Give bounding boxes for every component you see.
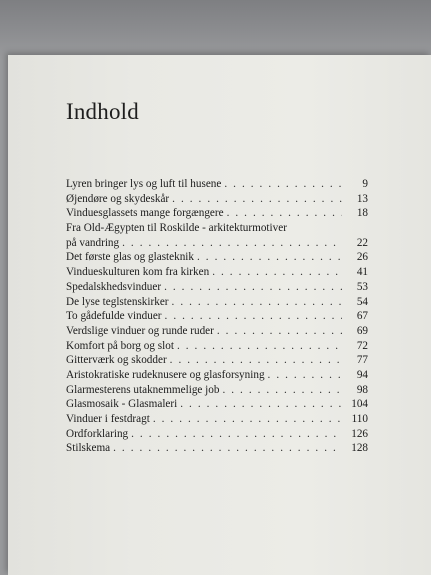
toc-entry-title: Glasmosaik - Glasmaleri [66,398,178,411]
toc-page-number: 18 [356,207,368,220]
toc-entry [66,192,368,207]
toc-entry-title: Gitterværk og skodder [66,354,167,367]
toc-entry [66,221,368,236]
dot-leader [164,280,342,295]
toc-page-number: 22 [356,236,368,249]
toc-entry [66,324,368,339]
toc-entry-title: Spedalskhedsvinduer [66,280,162,293]
page-title: Indhold [66,99,139,124]
toc-page-number: 72 [356,339,368,352]
toc-entry-title: Lyren bringer lys og luft til husene [66,178,222,190]
dot-leader [224,177,342,192]
dot-leader [222,383,342,398]
toc-page-number: 41 [356,266,368,279]
toc-entry [66,397,368,412]
toc-entry-title: Det første glas og glasteknik [66,251,195,264]
toc-entry [66,427,368,442]
toc-entry [66,265,368,280]
toc-entry [66,412,368,427]
toc-entry [66,295,368,310]
toc-page-number: 53 [356,280,368,293]
dot-leader [227,206,342,221]
dot-leader [170,353,342,368]
toc-page-number: 77 [356,354,368,367]
toc-entry [66,339,368,354]
toc-entry-title: Fra Old-Ægypten til Roskilde - arkitekturmotiver [66,222,287,235]
dot-leader [113,441,342,456]
table-of-contents [66,177,368,456]
toc-entry-title: Verdslige vinduer og runde ruder [66,324,214,337]
toc-page-number: 104 [351,398,368,411]
dot-leader [177,339,342,354]
toc-entry-title: Øjendøre og skydeskår [66,192,170,205]
dot-leader [131,427,342,442]
toc-entry [66,177,368,192]
dot-leader [197,250,342,265]
book-page [8,55,431,575]
dot-leader [172,192,342,207]
toc-page-number: 13 [356,192,368,205]
toc-entry-title: på vandring [66,236,120,249]
toc-entry-title: Glarmesterens utaknemmelige job [66,383,220,396]
toc-page-number: 54 [356,295,368,308]
dot-leader [217,324,342,339]
dot-leader [172,295,342,310]
toc-entry [66,250,368,265]
dot-leader [153,412,342,427]
toc-entry [66,236,368,251]
toc-page-number: 110 [351,413,368,425]
toc-entry-title: Stilskema [66,442,111,455]
toc-entry [66,353,368,368]
toc-entry-title: Komfort på borg og slot [66,339,174,352]
dot-leader [122,236,342,251]
dot-leader [180,397,342,412]
toc-page-number: 94 [356,368,368,381]
toc-entry-title: Vindueskulturen kom fra kirken [66,266,210,279]
toc-page-number: 128 [351,442,368,455]
toc-entry-title: Vinduer i festdragt [66,413,150,425]
toc-entry [66,383,368,398]
toc-page-number: 9 [362,178,368,190]
toc-entry-title: De lyse teglstenskirker [66,295,169,308]
toc-entry [66,206,368,221]
toc-page-number: 26 [356,251,368,264]
toc-entry-title: Aristokratiske rudeknusere og glasforsyning [66,368,265,381]
dot-leader [268,368,342,383]
toc-entry-title: To gådefulde vinduer [66,310,162,323]
toc-page-number: 67 [356,310,368,323]
toc-entry-title: Vinduesglassets mange forgængere [66,207,224,220]
toc-entry [66,441,368,456]
toc-entry [66,309,368,324]
dot-leader [212,265,342,280]
toc-entry [66,280,368,295]
toc-page-number: 126 [351,427,368,440]
dot-leader [165,309,342,324]
toc-entry-title: Ordforklaring [66,427,129,440]
toc-page-number: 98 [356,383,368,396]
toc-page-number: 69 [356,324,368,337]
toc-entry [66,368,368,383]
